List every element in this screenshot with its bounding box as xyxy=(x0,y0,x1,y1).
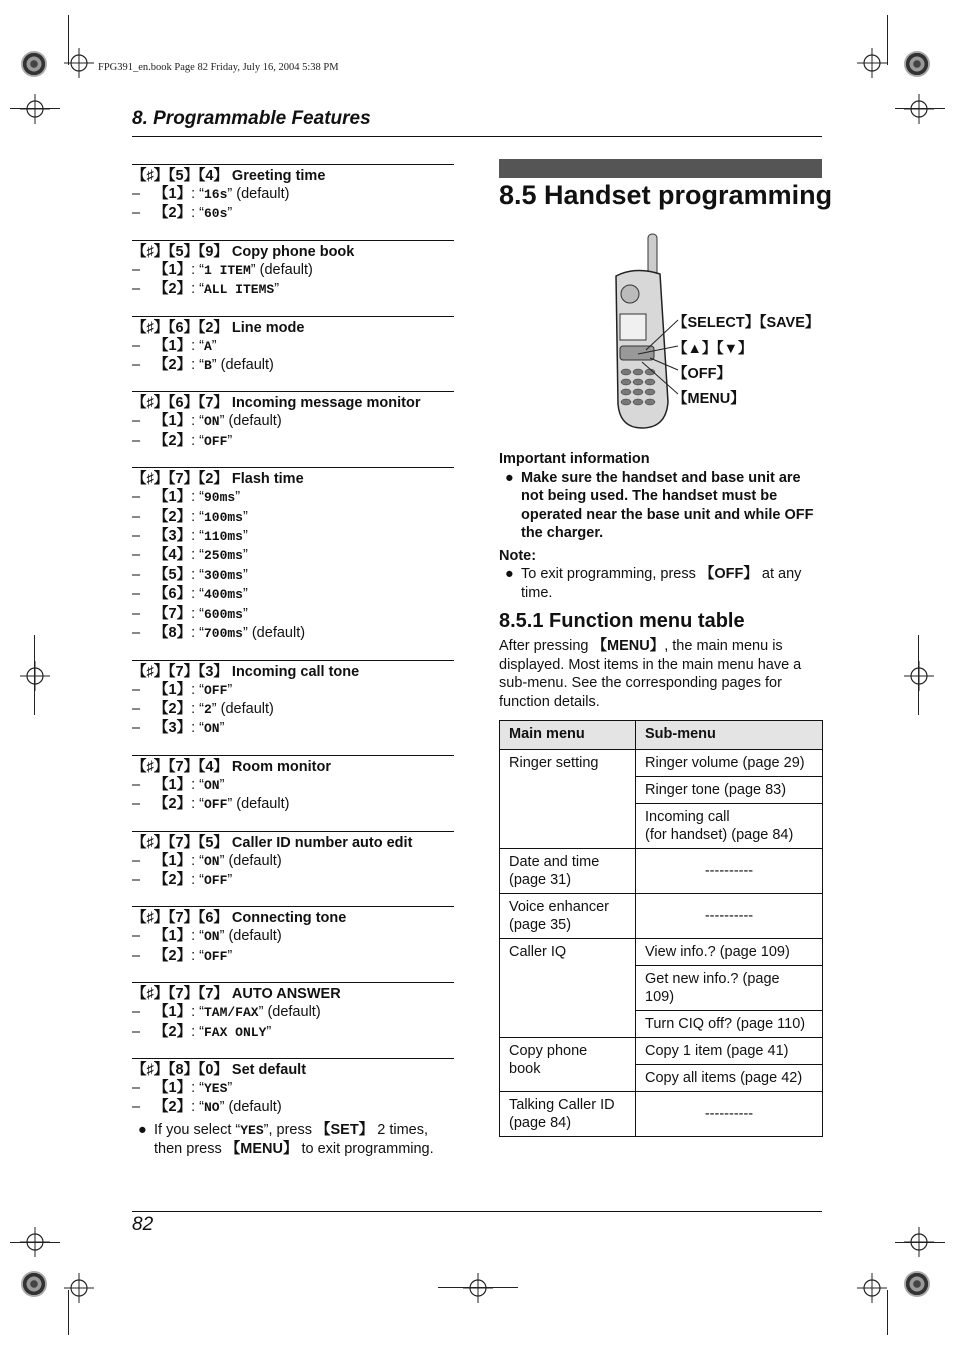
setting-block xyxy=(132,1058,454,1159)
setting-option: – 【2】: “OFF” xyxy=(132,947,233,964)
setting-option: – 【1】: “1 ITEM” (default) xyxy=(132,261,313,278)
registration-mark-icon xyxy=(857,1273,887,1303)
setting-option: – 【1】: “ON” (default) xyxy=(132,852,282,869)
setting-block xyxy=(132,982,454,1042)
table-cell: Get new info.? (page 109) xyxy=(636,966,823,1011)
registration-mark-icon xyxy=(20,1227,50,1257)
table-cell: Voice enhancer (page 35) xyxy=(500,894,636,939)
setting-option: – 【3】: “110ms” xyxy=(132,528,248,545)
setting-heading: 【♯】【7】【2】 Flash time xyxy=(132,471,304,488)
column-header: Sub-menu xyxy=(636,721,823,750)
setting-option: – 【3】: “ON” xyxy=(132,720,225,737)
setting-option: – 【7】: “600ms” xyxy=(132,605,248,622)
setting-option: – 【6】: “400ms” xyxy=(132,586,248,603)
setting-option: – 【1】: “ON” (default) xyxy=(132,413,282,430)
setting-heading: 【♯】【6】【7】 Incoming message monitor xyxy=(132,395,421,412)
setting-option: – 【2】: “100ms” xyxy=(132,508,248,525)
color-rosette-icon xyxy=(904,1271,930,1297)
table-cell: Ringer tone (page 83) xyxy=(636,777,823,804)
table-cell: Ringer volume (page 29) xyxy=(636,750,823,777)
table-cell: Caller IQ xyxy=(500,939,636,1038)
setting-option: – 【2】: “ALL ITEMS” xyxy=(132,281,280,298)
setting-option: – 【2】: “B” (default) xyxy=(132,357,274,374)
color-rosette-icon xyxy=(904,51,930,77)
table-cell: Turn CIQ off? (page 110) xyxy=(636,1011,823,1038)
subsection-title: 8.5.1 Function menu table xyxy=(499,610,745,632)
intro-paragraph: After pressing 【MENU】, the main menu is displayed. Most items in the main menu have a sub-menu. See the corresponding pages for function details. xyxy=(499,638,802,710)
table-row xyxy=(500,894,823,939)
table-row xyxy=(500,750,823,777)
setting-option: – 【2】: “FAX ONLY” xyxy=(132,1023,272,1040)
setting-block xyxy=(132,831,454,891)
section-bar xyxy=(499,159,822,178)
setting-block xyxy=(132,240,454,300)
table-row xyxy=(500,849,823,894)
set-default-note: ● If you select “YES”, press 【SET】 2 times, then press 【MENU】 to exit programming. xyxy=(132,1121,454,1159)
table-cell: View info.? (page 109) xyxy=(636,939,823,966)
important-text: Make sure the handset and base unit are not being used. The handset must be operated near the base unit and while OFF the charger. xyxy=(521,469,814,541)
setting-option: – 【5】: “300ms” xyxy=(132,566,248,583)
setting-option: – 【2】: “OFF” xyxy=(132,871,233,888)
running-head: 8. Programmable Features xyxy=(132,108,371,129)
registration-mark-icon xyxy=(904,94,934,124)
setting-option: – 【2】: “2” (default) xyxy=(132,700,274,717)
setting-block xyxy=(132,391,454,451)
settings-list xyxy=(132,164,454,1159)
bullet-icon: ● xyxy=(505,566,514,582)
table-cell: ---------- xyxy=(636,849,823,894)
table-row xyxy=(500,1038,823,1065)
setting-block xyxy=(132,316,454,376)
table-cell: Copy 1 item (page 41) xyxy=(636,1038,823,1065)
setting-heading: 【♯】【7】【6】 Connecting tone xyxy=(132,910,347,927)
registration-mark-icon xyxy=(64,48,94,78)
bullet-icon: ● xyxy=(505,469,514,486)
menu-key-label: 【MENU】 xyxy=(673,391,745,407)
setting-option: – 【1】: “16s” (default) xyxy=(132,186,290,202)
note-text: To exit programming, press 【OFF】 at any time. xyxy=(521,566,802,601)
registration-mark-icon xyxy=(904,661,934,691)
important-info xyxy=(499,450,822,602)
setting-option: – 【8】: “700ms” (default) xyxy=(132,625,306,642)
setting-option: – 【1】: “ON” xyxy=(132,776,225,793)
setting-option: – 【2】: “NO” (default) xyxy=(132,1099,282,1116)
setting-heading: 【♯】【7】【5】 Caller ID number auto edit xyxy=(132,834,413,851)
header-rule xyxy=(132,136,822,137)
color-rosette-icon xyxy=(21,51,47,77)
setting-heading: 【♯】【7】【3】 Incoming call tone xyxy=(132,663,360,680)
setting-block xyxy=(132,660,454,739)
footer-rule xyxy=(132,1211,822,1212)
handset-figure xyxy=(606,232,820,432)
registration-mark-icon xyxy=(64,1273,94,1303)
registration-mark-icon xyxy=(857,48,887,78)
crop-mark xyxy=(887,15,888,65)
registration-mark-icon xyxy=(20,94,50,124)
setting-option: – 【2】: “OFF” (default) xyxy=(132,796,290,813)
section-title: 8.5 Handset programming xyxy=(499,180,833,210)
setting-heading: 【♯】【5】【4】 Greeting time xyxy=(132,168,326,184)
table-cell: Date and time (page 31) xyxy=(500,849,636,894)
note-heading: Note: xyxy=(499,547,537,564)
table-row xyxy=(500,1092,823,1137)
table-cell: Copy phone book xyxy=(500,1038,636,1092)
file-info: FPG391_en.book Page 82 Friday, July 16, 2004 5:38 PM xyxy=(98,62,339,73)
column-header: Main menu xyxy=(500,721,636,750)
table-cell: ---------- xyxy=(636,1092,823,1137)
setting-heading: 【♯】【8】【0】 Set default xyxy=(132,1061,307,1078)
page-number: 82 xyxy=(132,1214,154,1235)
crop-mark xyxy=(887,1290,888,1335)
arrow-keys-label: 【▲】【▼】 xyxy=(673,341,753,357)
table-header-row xyxy=(500,721,823,750)
table-cell: Ringer setting xyxy=(500,750,636,849)
setting-option: – 【1】: “OFF” xyxy=(132,681,233,698)
setting-heading: 【♯】【6】【2】 Line mode xyxy=(132,319,305,336)
setting-block xyxy=(132,164,454,224)
setting-option: – 【1】: “YES” xyxy=(132,1079,233,1096)
setting-option: – 【4】: “250ms” xyxy=(132,547,248,564)
registration-mark-icon xyxy=(20,661,50,691)
setting-block xyxy=(132,906,454,966)
table-row xyxy=(500,939,823,966)
off-key-label: 【OFF】 xyxy=(673,366,731,382)
setting-block xyxy=(132,467,454,643)
setting-option: – 【1】: “90ms” xyxy=(132,489,241,506)
color-rosette-icon xyxy=(21,1271,47,1297)
bullet-icon: ● xyxy=(138,1121,147,1138)
setting-block xyxy=(132,755,454,815)
function-menu-table xyxy=(499,720,823,1137)
setting-option: – 【2】: “OFF” xyxy=(132,432,233,449)
registration-mark-icon xyxy=(904,1227,934,1257)
table-cell: Talking Caller ID (page 84) xyxy=(500,1092,636,1137)
setting-heading: 【♯】【7】【4】 Room monitor xyxy=(132,758,331,775)
setting-option: – 【1】: “ON” (default) xyxy=(132,928,282,945)
setting-option: – 【1】: “TAM/FAX” (default) xyxy=(132,1004,321,1021)
setting-option: – 【1】: “A” xyxy=(132,337,217,354)
setting-heading: 【♯】【7】【7】 AUTO ANSWER xyxy=(132,986,341,1003)
table-cell: Copy all items (page 42) xyxy=(636,1065,823,1092)
select-save-key-label: 【SELECT】【SAVE】 xyxy=(673,315,820,331)
table-cell: ---------- xyxy=(636,894,823,939)
registration-mark-icon xyxy=(463,1273,493,1303)
setting-heading: 【♯】【5】【9】 Copy phone book xyxy=(132,243,355,260)
table-cell: Incoming call (for handset) (page 84) xyxy=(636,804,823,849)
setting-option: – 【2】: “60s” xyxy=(132,205,233,222)
important-heading: Important information xyxy=(499,451,650,467)
